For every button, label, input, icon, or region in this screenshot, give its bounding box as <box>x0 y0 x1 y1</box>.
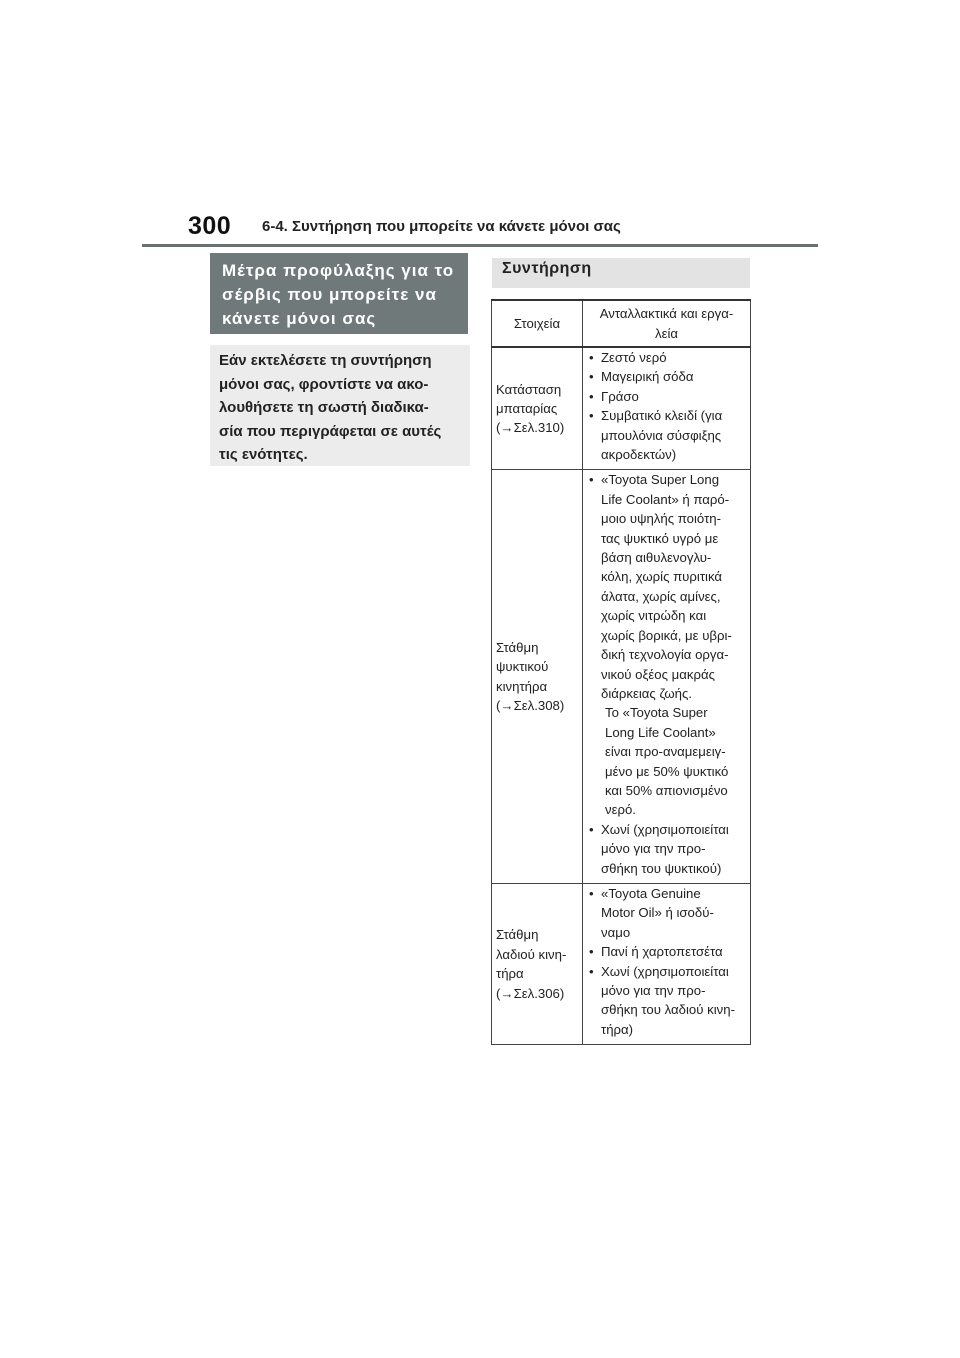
parts-line: μόνο για την προ- <box>601 841 706 857</box>
parts-line: ακροδεκτών) <box>601 447 677 463</box>
item-cell <box>492 883 583 1044</box>
item-page-ref: (→Σελ.310) <box>496 420 565 436</box>
parts-list <box>585 470 748 703</box>
header-parts-tools <box>583 300 751 347</box>
parts-list-item <box>585 942 748 961</box>
precautions-title-line: Μέτρα προφύλαξης για το <box>222 261 455 280</box>
note-line: και 50% απιονισμένο <box>605 782 728 798</box>
table-header-row <box>492 300 751 347</box>
item-line: κινητήρα <box>496 678 548 694</box>
item-line: ψυκτικού <box>496 659 549 675</box>
parts-cell <box>583 470 751 884</box>
header-rule <box>142 244 818 247</box>
parts-line: κόλη, χωρίς πυριτικά <box>601 569 723 585</box>
item-line: τήρα <box>496 966 524 982</box>
parts-list-item <box>585 884 748 942</box>
precautions-body-line: λουθήσετε τη σωστή διαδικα- <box>219 399 429 416</box>
parts-line: Life Coolant» ή παρό- <box>601 491 730 507</box>
parts-line: διάρκειας ζωής. <box>601 685 693 701</box>
parts-list-item <box>585 348 748 367</box>
note-line: Long Life Coolant» <box>605 724 716 740</box>
table-row-battery <box>492 347 751 470</box>
parts-cell <box>583 347 751 470</box>
parts-line: νικού οξέος μακράς <box>601 666 715 682</box>
parts-line: • Συμβατικό κλειδί (για <box>601 408 723 424</box>
table-row-oil <box>492 883 751 1044</box>
item-cell <box>492 470 583 884</box>
note-line: νερό. <box>605 802 636 818</box>
item-line: Στάθμη <box>496 927 539 943</box>
item-line: λαδιού κινη- <box>496 946 567 962</box>
parts-line: • «Toyota Genuine <box>601 885 701 901</box>
precautions-body-line: τις ενότητες. <box>219 446 308 463</box>
parts-line: μόνο για την προ- <box>601 983 706 998</box>
maintenance-table <box>491 299 751 1045</box>
precautions-body-box <box>210 345 470 466</box>
section-title: 6-4. Συντήρηση που μπορείτε να κάνετε μόνοι σας <box>262 218 621 235</box>
item-line: Στάθμη <box>496 639 539 655</box>
note-line: είναι προ-αναμεμειγ- <box>605 744 726 760</box>
item-cell <box>492 347 583 470</box>
parts-list-item <box>585 470 748 703</box>
maintenance-title-box: Συντήρηση <box>492 258 750 288</box>
precautions-body-line: μόνοι σας, φροντίστε να ακο- <box>219 375 429 393</box>
item-page-ref: (→Σελ.308) <box>496 698 565 714</box>
precautions-body-line: Εάν εκτελέσετε τη συντήρηση <box>219 352 432 369</box>
parts-list-item <box>585 820 748 878</box>
precautions-title-line: σέρβις που μπορείτε να <box>222 285 437 304</box>
parts-list-item <box>585 387 748 406</box>
precautions-title-box <box>210 253 468 334</box>
note-line: μένο με 50% ψυκτικό <box>605 763 729 779</box>
parts-line: Motor Oil» ή ισοδύ- <box>601 905 714 921</box>
header-items: Στοιχεία <box>492 300 583 347</box>
parts-line: σθήκη του ψυκτικού) <box>601 860 722 876</box>
item-page-ref: (→Σελ.306) <box>496 985 565 1001</box>
parts-line: μπουλόνια σύσφιξης <box>601 427 722 443</box>
parts-list-item <box>585 962 748 1040</box>
parts-cell <box>583 883 751 1044</box>
parts-line: • Ζεστό νερό <box>601 350 667 365</box>
page-number: 300 <box>188 212 232 240</box>
parts-line: χωρίς βορικά, με υβρι- <box>601 627 732 643</box>
parts-list <box>585 348 748 464</box>
item-line: Κατάσταση <box>496 381 562 397</box>
header-parts-line: Ανταλλακτικά και εργα- <box>599 306 734 322</box>
parts-line: δική τεχνολογία οργα- <box>601 647 729 663</box>
parts-line: άλατα, χωρίς αμίνες, <box>601 588 721 604</box>
parts-line: σθήκη του λαδιού κινη- <box>601 1002 735 1018</box>
parts-line: • Πανί ή χαρτοπετσέτα <box>601 944 723 960</box>
parts-line: τήρα) <box>601 1021 634 1037</box>
coolant-note <box>585 703 748 819</box>
parts-line: βάση αιθυλενογλυ- <box>601 550 712 566</box>
table-row-coolant <box>492 470 751 884</box>
parts-list-item <box>585 367 748 386</box>
parts-line: μοιο υψηλής ποιότη- <box>601 511 722 527</box>
parts-line: ναμο <box>601 924 631 940</box>
parts-line: • «Toyota Super Long <box>601 472 720 488</box>
item-line: μπαταρίας <box>496 401 558 417</box>
header-parts-line: λεία <box>654 325 679 341</box>
parts-line: • Χωνί (χρησιμοποιείται <box>601 963 729 979</box>
parts-line: • Γράσο <box>601 388 639 404</box>
parts-list-item <box>585 406 748 464</box>
parts-list <box>585 884 748 1039</box>
parts-list <box>585 820 748 878</box>
parts-line: • Χωνί (χρησιμοποιείται <box>601 821 729 837</box>
precautions-title-line: κάνετε μόνοι σας <box>222 309 377 328</box>
precautions-body-line: σία που περιγράφεται σε αυτές <box>219 422 442 440</box>
parts-line: χωρίς νιτρώδη και <box>601 608 707 624</box>
parts-line: • Μαγειρική σόδα <box>601 369 694 385</box>
parts-line: τας ψυκτικό υγρό με <box>601 530 719 546</box>
note-line: Το «Toyota Super <box>605 705 708 721</box>
